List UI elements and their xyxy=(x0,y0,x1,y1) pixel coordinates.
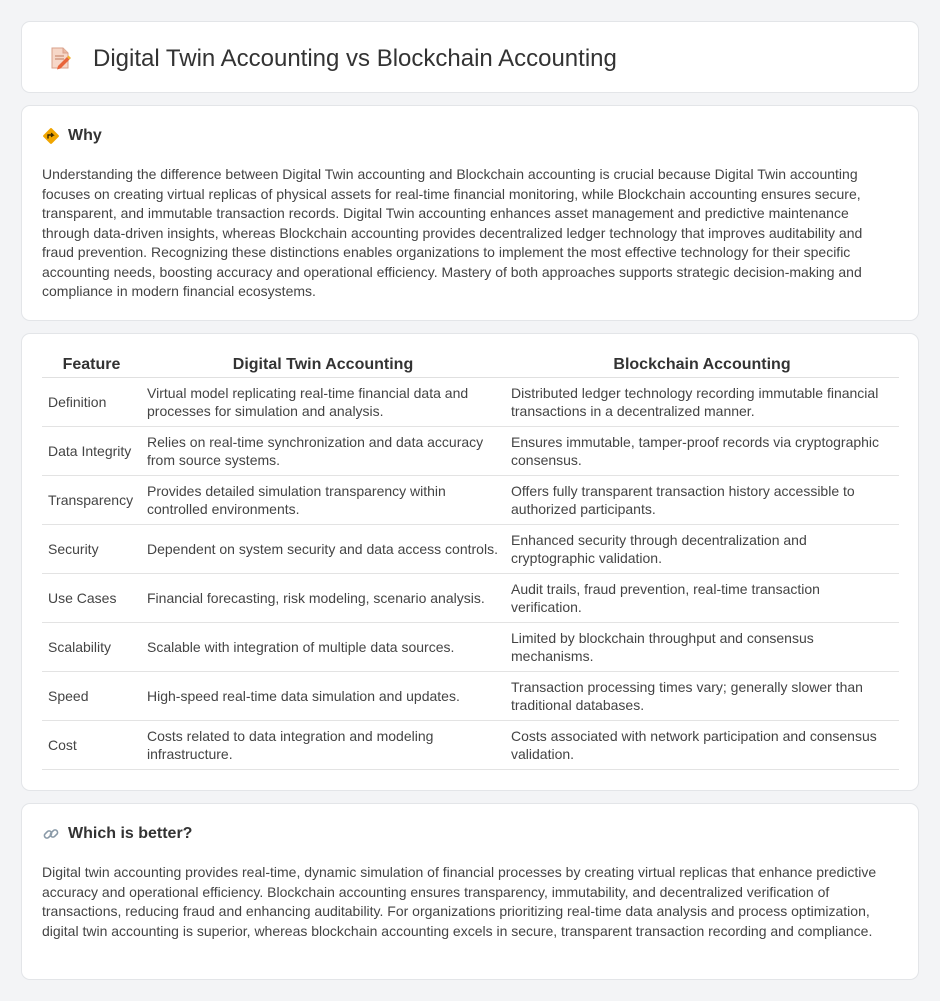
digital-twin-cell: Dependent on system security and data access controls. xyxy=(141,524,505,573)
blockchain-cell: Enhanced security through decentralization and cryptographic validation. xyxy=(505,524,899,573)
feature-cell: Speed xyxy=(42,671,141,720)
blockchain-cell: Distributed ledger technology recording immutable financial transactions in a decentralized manner. xyxy=(505,377,899,426)
better-title: Which is better? xyxy=(68,825,193,842)
feature-cell: Definition xyxy=(42,377,141,426)
feature-cell: Transparency xyxy=(42,475,141,524)
header-digital-twin: Digital Twin Accounting xyxy=(141,354,505,377)
table-row xyxy=(42,377,899,426)
which-is-better-section xyxy=(21,803,919,980)
digital-twin-cell: Relies on real-time synchronization and data accuracy from source systems. xyxy=(141,426,505,475)
blockchain-cell: Ensures immutable, tamper-proof records via cryptographic consensus. xyxy=(505,426,899,475)
comparison-section xyxy=(21,333,919,791)
blockchain-cell: Audit trails, fraud prevention, real-time transaction verification. xyxy=(505,573,899,622)
better-body: Digital twin accounting provides real-time, dynamic simulation of financial processes by creating virtual replicas that enhance predictive accuracy and operational efficiency. Blockchain accounting ensures transparency, immutability, and decentralized verification of transactions, reducing fraud and enhancing auditability. For organizations prioritizing real-time data analysis and process optimization, digital twin accounting is superior, whereas blockchain accounting excels in secure, transparent transaction recording and compliance. xyxy=(42,864,877,939)
table-row xyxy=(42,671,899,720)
digital-twin-cell: Financial forecasting, risk modeling, scenario analysis. xyxy=(141,573,505,622)
digital-twin-cell: Scalable with integration of multiple data sources. xyxy=(141,622,505,671)
table-header-row xyxy=(42,354,899,377)
better-heading xyxy=(42,824,192,844)
digital-twin-cell: Costs related to data integration and modeling infrastructure. xyxy=(141,720,505,769)
feature-cell: Security xyxy=(42,524,141,573)
why-title: Why xyxy=(68,127,102,144)
table-row xyxy=(42,524,899,573)
page-title: Digital Twin Accounting vs Blockchain Accounting xyxy=(93,45,617,72)
blockchain-cell: Transaction processing times vary; generally slower than traditional databases. xyxy=(505,671,899,720)
table-row xyxy=(42,426,899,475)
road-sign-icon xyxy=(42,127,60,145)
document-pencil-icon xyxy=(47,45,73,71)
title-card xyxy=(21,21,919,93)
digital-twin-cell: Virtual model replicating real-time financial data and processes for simulation and analysis. xyxy=(141,377,505,426)
why-section xyxy=(21,105,919,321)
why-heading xyxy=(42,126,102,146)
feature-cell: Use Cases xyxy=(42,573,141,622)
table-row xyxy=(42,573,899,622)
blockchain-cell: Offers fully transparent transaction history accessible to authorized participants. xyxy=(505,475,899,524)
feature-cell: Data Integrity xyxy=(42,426,141,475)
blockchain-cell: Costs associated with network participation and consensus validation. xyxy=(505,720,899,769)
link-icon xyxy=(42,825,60,843)
blockchain-cell: Limited by blockchain throughput and consensus mechanisms. xyxy=(505,622,899,671)
header-blockchain: Blockchain Accounting xyxy=(505,354,899,377)
header-feature: Feature xyxy=(42,354,141,377)
feature-cell: Cost xyxy=(42,720,141,769)
digital-twin-cell: High-speed real-time data simulation and updates. xyxy=(141,671,505,720)
comparison-table xyxy=(42,354,899,770)
table-row xyxy=(42,720,899,769)
digital-twin-cell: Provides detailed simulation transparency within controlled environments. xyxy=(141,475,505,524)
table-row xyxy=(42,622,899,671)
feature-cell: Scalability xyxy=(42,622,141,671)
why-body: Understanding the difference between Digital Twin accounting and Blockchain accounting is crucial because Digital Twin accounting focuses on creating virtual replicas of physical assets for real-time financial monitoring, while Blockchain accounting ensures secure, transparent, and immutable transaction records. Digital Twin accounting enhances asset management and predictive maintenance through data-driven insights, whereas Blockchain accounting provides decentralized ledger technology that improves auditability and fraud prevention. Recognizing these distinctions enables organizations to implement the most effective technology for their specific accounting needs, boosting accuracy and operational efficiency. Mastery of both approaches supports strategic decision-making and compliance in modern financial ecosystems. xyxy=(42,166,863,299)
table-row xyxy=(42,475,899,524)
